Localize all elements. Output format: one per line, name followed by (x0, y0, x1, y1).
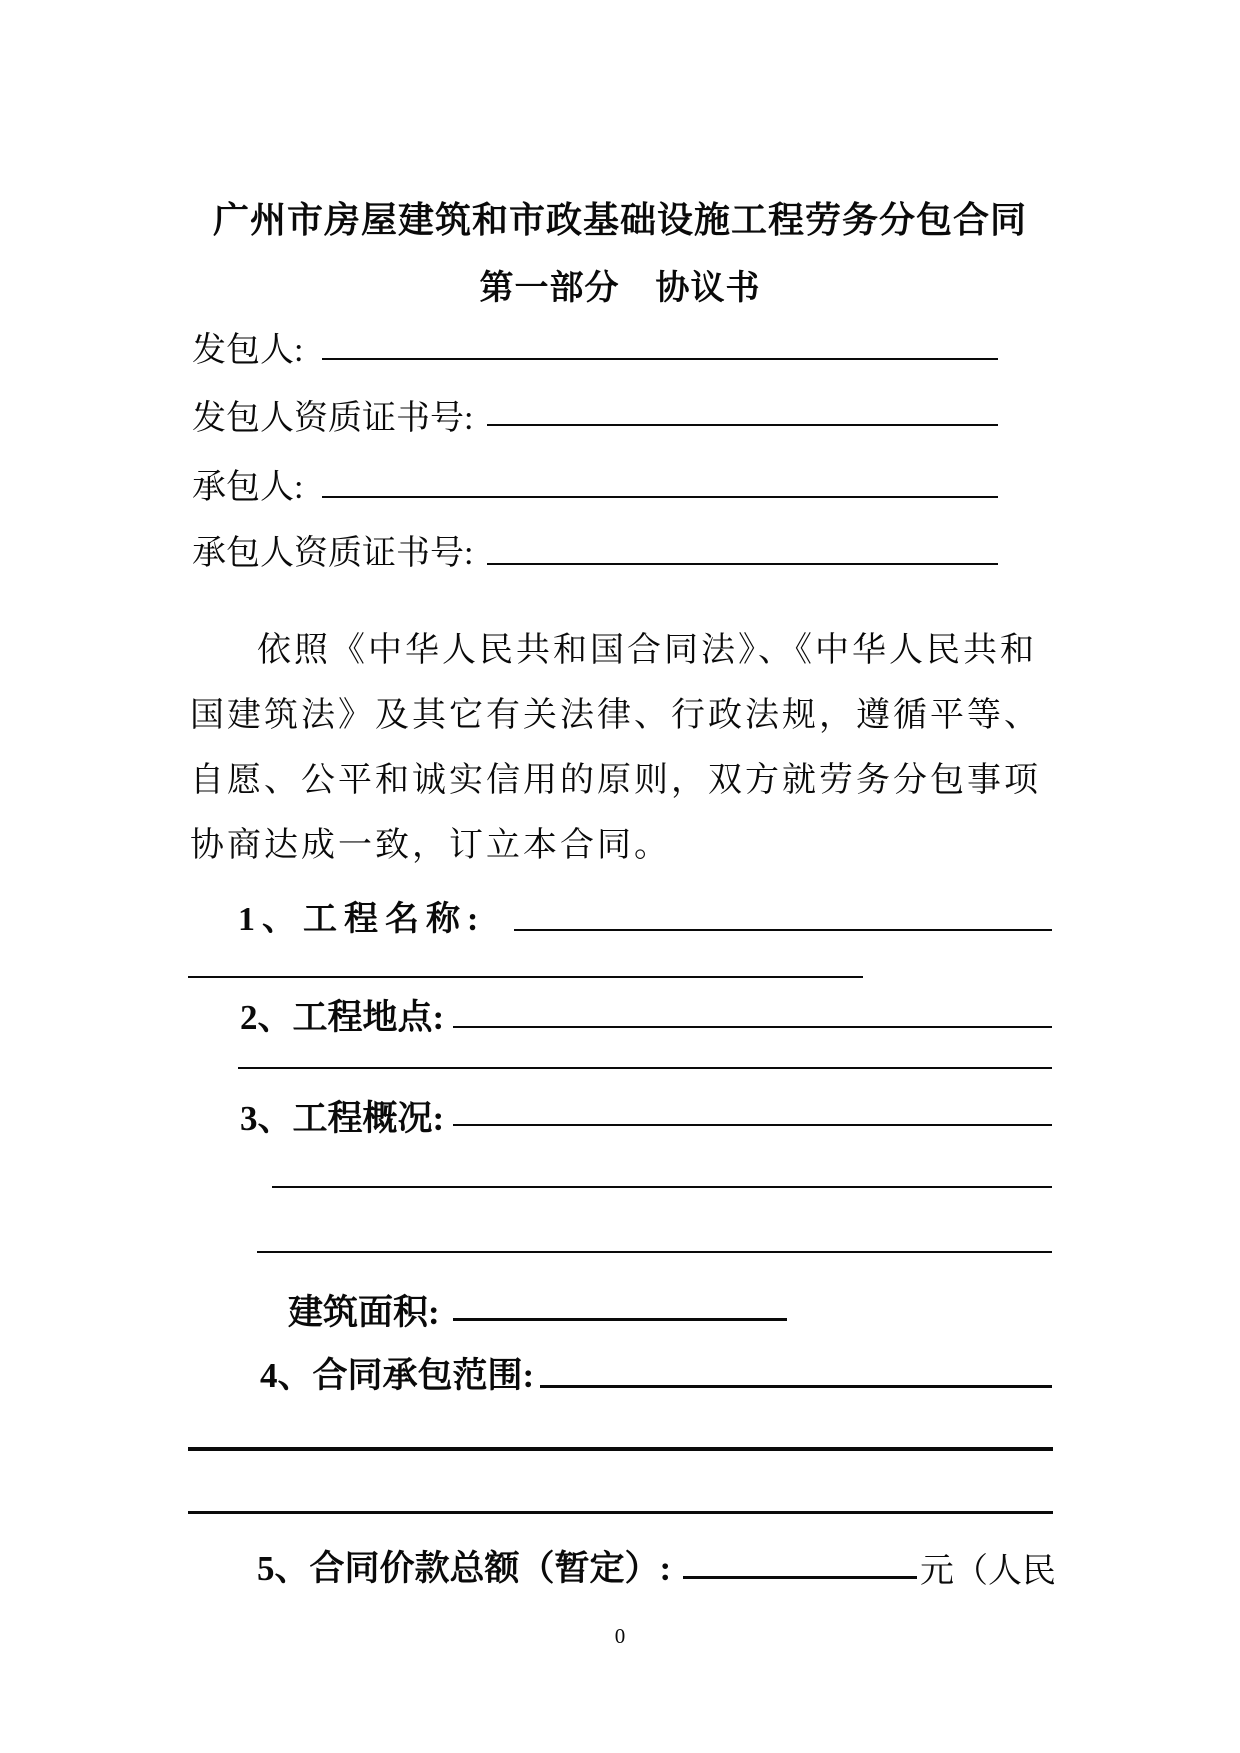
contractor-cert-blank-line (487, 563, 998, 565)
contract-scope-blank-line-2 (188, 1447, 1053, 1451)
contract-price-blank-line (683, 1576, 917, 1579)
section-part-name: 协议书 (655, 270, 761, 307)
contract-scope-blank-line (540, 1385, 1052, 1388)
project-overview-blank-line (453, 1124, 1052, 1126)
employer-cert-label: 发包人资质证书号: (192, 400, 474, 437)
building-area-blank-line (453, 1318, 787, 1321)
project-name-blank-line (514, 929, 1052, 931)
contract-price-currency-suffix: 元（人民 (920, 1553, 1056, 1590)
contractor-cert-label: 承包人资质证书号: (192, 535, 474, 572)
document-title: 广州市房屋建筑和市政基础设施工程劳务分包合同 (212, 200, 1027, 240)
clause-5-contract-price-label: 5、合同价款总额（暂定）: (257, 1549, 672, 1588)
project-location-blank-line (453, 1026, 1052, 1028)
page-number: 0 (614, 1624, 626, 1648)
clause-3-project-overview-label: 3、工程概况: (240, 1099, 445, 1138)
section-part-label: 第一部分 (479, 270, 620, 307)
project-location-blank-line-2 (238, 1067, 1052, 1069)
clause-1-project-name-label: 1、工程名称: (238, 901, 486, 938)
preamble-line-1: 依照《中华人民共和国合同法》、《中华人民共和 (257, 632, 1037, 669)
contractor-blank-line (322, 496, 998, 498)
clause-2-project-location-label: 2、工程地点: (240, 998, 445, 1037)
preamble-line-2: 国建筑法》及其它有关法律、行政法规，遵循平等、 (190, 697, 1041, 734)
employer-label: 发包人: (192, 332, 304, 369)
contract-scope-blank-line-3 (188, 1511, 1053, 1514)
project-overview-blank-line-2 (272, 1186, 1052, 1188)
project-overview-blank-line-3 (257, 1251, 1052, 1253)
preamble-line-4: 协商达成一致，订立本合同。 (190, 827, 671, 864)
contractor-label: 承包人: (192, 469, 304, 506)
clause-4-contract-scope-label: 4、合同承包范围: (260, 1356, 535, 1395)
building-area-label: 建筑面积: (288, 1293, 440, 1332)
section-heading (0, 260, 1240, 309)
preamble-line-3: 自愿、公平和诚实信用的原则，双方就劳务分包事项 (190, 762, 1041, 799)
project-name-blank-line-2 (188, 976, 863, 978)
employer-blank-line (322, 358, 998, 360)
employer-cert-blank-line (487, 424, 998, 426)
